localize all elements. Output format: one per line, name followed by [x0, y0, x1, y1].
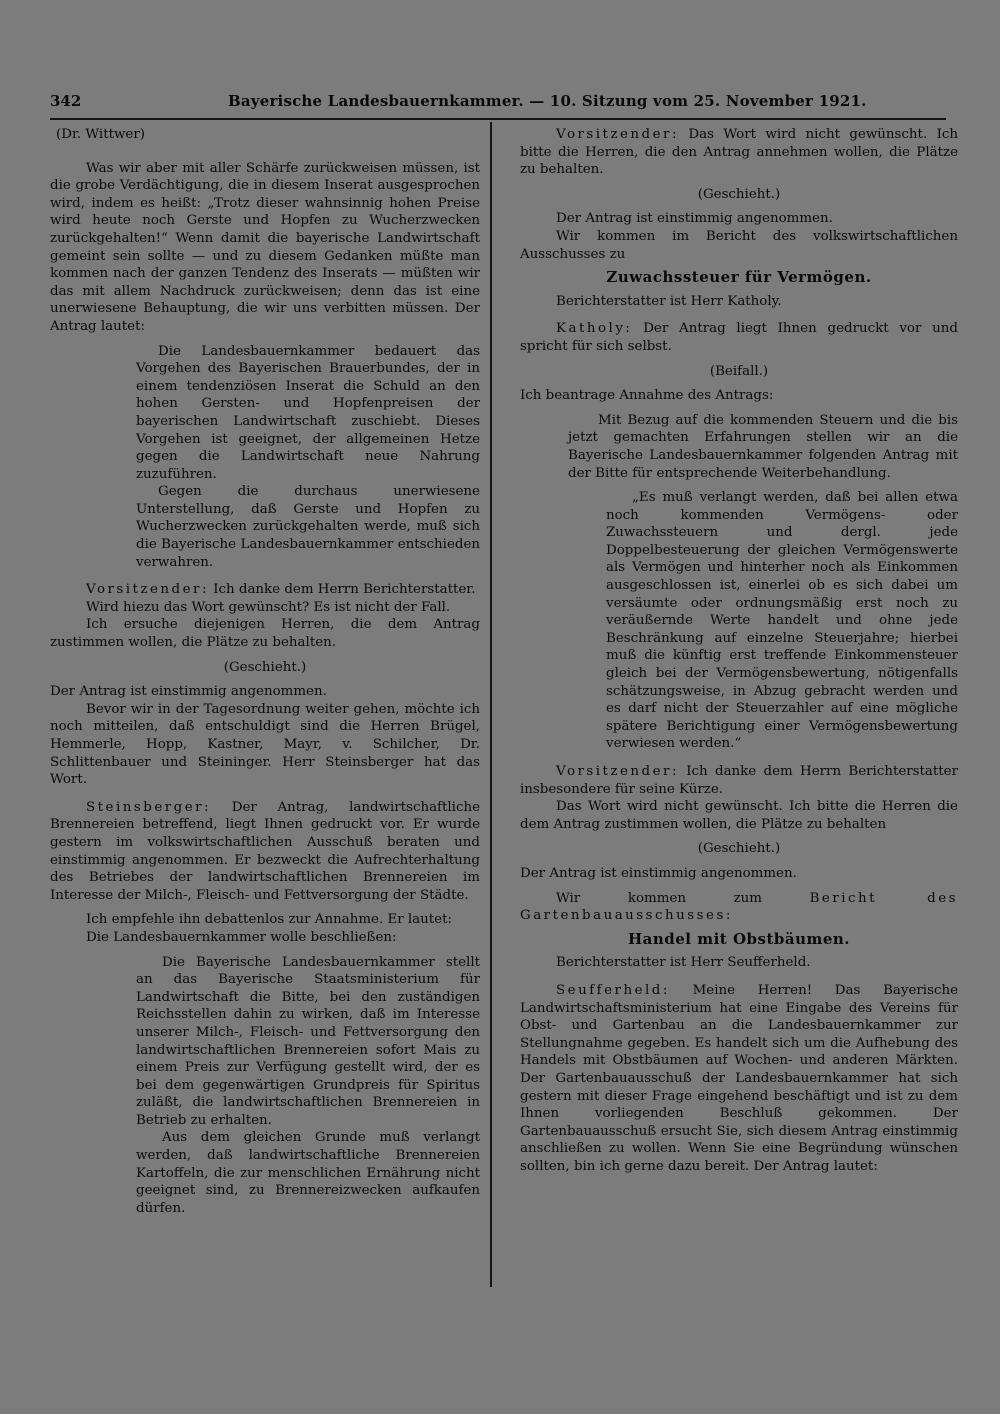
speaker-label: (Dr. Wittwer)	[56, 127, 145, 142]
section-heading: Handel mit Obstbäumen.	[627, 929, 851, 948]
quoted-motion: Gegen die durchaus unerwiesene Unterstellung, daß Gerste und Hopfen zu Wucherzwecken zurückgehalten werde, muß sich die Bayerische Landesbauernkammer entschieden verwahren.	[136, 484, 480, 570]
paragraph: Was wir aber mit aller Schärfe zurückweisen müssen, ist die grobe Verdächtigung, die in diesem Inserat ausgesprochen wird, indem es heißt: „Trotz dieser wahnsinnig hohen Preise wird heute noch Gerste und Hopfen zu Wucherzwecken zurückgehalten!“ Wenn damit die bayerische Landwirtschaft gemeint sein sollte — und zu diesem Gedanken müßte man kommen nach der ganzen Tendenz des Inserats — müßten wir das mit allem Nachdruck zurückweisen; denn das ist eine unerwiesene Behauptung, die wir uns verbitten müssen. Der Antrag lautet:	[50, 160, 480, 334]
chairman-remark: Vorsitzender: Ich danke dem Herrn Berichterstatter.	[86, 582, 476, 598]
speaker-name: Vorsitzender:	[86, 582, 209, 598]
paragraph: Berichterstatter ist Herr Seufferheld.	[556, 955, 811, 971]
running-head: Bayerische Landesbauernkammer. — 10. Sitzung vom 25. November 1921.	[228, 92, 867, 110]
stage-direction: (Geschieht.)	[697, 841, 781, 857]
paragraph: Ich empfehle ihn debattenlos zur Annahme. Er lautet:	[86, 912, 452, 928]
right-column	[520, 126, 958, 1175]
paragraph: Wir kommen im Bericht des volkswirtschaftlichen Ausschusses zu	[520, 228, 958, 262]
speaker-name: Katholy:	[556, 321, 633, 337]
speaker-remark: Steinsberger: Der Antrag, landwirtschaftliche Brennereien betreffend, liegt Ihnen gedruckt vor. Er wurde gestern im volkswirtschaftlichen Ausschuß beraten und einstimmig angenommen. Er bezweckt die Aufrechterhaltung des Betriebes der landwirtschaftlichen Brennereien im Interesse der Milch-, Fleisch- und Fettversorgung der Städte.	[50, 799, 480, 903]
quoted-motion: „Es muß verlangt werden, daß bei allen etwa noch kommenden Vermögens- oder Zuwachssteuern und dergl. jede Doppelbesteuerung der gleichen Vermögenswerte als Vermögen und hinterher noch als Einkommen ausgeschlossen ist, einerlei ob es sich dabei um versäumte oder ordnungsmäßig erst noch zu veräußernde Werte handelt und ohne jede Beschränkung auf einzelne Steuerjahre; hierbei muß die künftig erst treffende Einkommensteuer gleich bei der Vermögensbewertung, nötigenfalls schätzungsweise, in Abzug gebracht werden und es darf nicht der Steuerzahler auf eine mögliche spätere Berichtigung einer Vermögensbewertung verwiesen werden.“	[606, 490, 958, 752]
left-column	[50, 126, 480, 1217]
stage-direction: (Beifall.)	[709, 363, 769, 379]
committee-report-ref: Bericht des Gartenbauausschusses:	[520, 890, 958, 924]
speaker-remark: Seufferheld: Meine Herren! Das Bayerische Landwirtschaftsministerium hat eine Eingabe des Vereins für Obst- und Gartenbau an die Landesbauernkammer zur Stellungnahme gegeben. Es handelt sich um die Aufhebung des Handels mit Obstbäumen auf Wochen- und anderen Märkten. Der Gartenbauausschuß der Landesbauernkammer hat sich gestern mit dieser Frage eingehend beschäftigt und ist zu dem Ihnen vorliegenden Beschluß gekommen. Der Gartenbauausschuß ersucht Sie, sich diesem Antrag einstimmig anschließen zu wollen. Wenn Sie eine Begründung wünschen sollten, bin ich gerne dazu bereit. Der Antrag lautet:	[520, 982, 958, 1174]
paragraph: Wird hiezu das Wort gewünscht? Es ist nicht der Fall.	[86, 599, 451, 615]
paragraph: Ich ersuche diejenigen Herren, die dem Antrag zustimmen wollen, die Plätze zu behalten.	[50, 617, 480, 651]
paragraph: Der Antrag ist einstimmig angenommen.	[556, 211, 833, 227]
quoted-motion: Aus dem gleichen Grunde muß verlangt werden, daß landwirtschaftliche Brennereien Kartoffeln, die zur menschlichen Ernährung nicht geeignet sind, zu Brennereizwecken aufkaufen dürfen.	[136, 1130, 480, 1216]
column-divider	[490, 122, 492, 1287]
speaker-name: Seufferheld:	[556, 982, 670, 998]
paragraph: Wir kommen zum Bericht des Gartenbauausschusses:	[520, 890, 958, 924]
speaker-remark: Katholy: Der Antrag liegt Ihnen gedruckt vor und spricht für sich selbst.	[520, 321, 958, 354]
paragraph: Die Landesbauernkammer wolle beschließen:	[86, 929, 397, 945]
paragraph: Das Wort wird nicht gewünscht. Ich bitte die Herren die dem Antrag zustimmen wollen, die Plätze zu behalten	[520, 799, 958, 832]
paragraph: Der Antrag ist einstimmig angenommen.	[520, 865, 797, 881]
stage-direction: (Geschieht.)	[697, 186, 781, 202]
speaker-name: Steinsberger:	[86, 799, 212, 815]
quoted-motion: Mit Bezug auf die kommenden Steuern und die bis jetzt gemachten Erfahrungen stellen wir an die Bayerische Landesbauernkammer folgenden Antrag mit der Bitte für entsprechende Weiterbehandlung.	[568, 412, 958, 481]
quoted-motion: Die Bayerische Landesbauernkammer stellt an das Bayerische Staatsministerium für Landwirtschaft die Bitte, bei den zuständigen Reichsstellen dahin zu wirken, daß im Interesse unserer Milch-, Fleisch- und Fettversorgung den landwirtschaftlichen Brennereien sofort Mais zu einem Preis zur Verfügung gestellt wird, der es bei dem gegenwärtigen Grundpreis für Spiritus zuläßt, die landwirtschaftlichen Brennereien in Betrieb zu erhalten.	[136, 954, 480, 1128]
speaker-name: Vorsitzender:	[556, 127, 679, 142]
paragraph: Bevor wir in der Tagesordnung weiter gehen, möchte ich noch mitteilen, daß entschuldigt sind die Herren Brügel, Hemmerle, Hopp, Kastner, Mayr, v. Schilcher, Dr. Schlittenbauer und Steininger. Herr Steinsberger hat das Wort.	[50, 701, 480, 788]
paragraph: Der Antrag ist einstimmig angenommen.	[50, 684, 327, 700]
quoted-motion: Die Landesbauernkammer bedauert das Vorgehen des Bayerischen Brauerbundes, der in einem tendenziösen Inserat die Schuld an den hohen Gersten- und Hopfenpreisen der bayerischen Landwirtschaft zuschiebt. Dieses Vorgehen ist geeignet, der allgemeinen Hetze gegen die Landwirtschaft neue Nahrung zuzuführen.	[136, 343, 480, 482]
section-heading: Zuwachssteuer für Vermögen.	[606, 268, 872, 287]
chairman-remark: Vorsitzender: Das Wort wird nicht gewünscht. Ich bitte die Herren, die den Antrag annehmen wollen, die Plätze zu behalten.	[520, 127, 958, 178]
stage-direction: (Geschieht.)	[223, 659, 307, 675]
paragraph: Berichterstatter ist Herr Katholy.	[556, 293, 782, 309]
page-number: 342	[50, 92, 82, 110]
page-header	[50, 88, 940, 114]
speaker-name: Vorsitzender:	[556, 764, 679, 779]
paragraph: Ich beantrage Annahme des Antrags:	[520, 388, 774, 404]
chairman-remark: Vorsitzender: Ich danke dem Herrn Berichterstatter insbesondere für seine Kürze.	[520, 764, 958, 797]
header-rule	[50, 118, 946, 120]
